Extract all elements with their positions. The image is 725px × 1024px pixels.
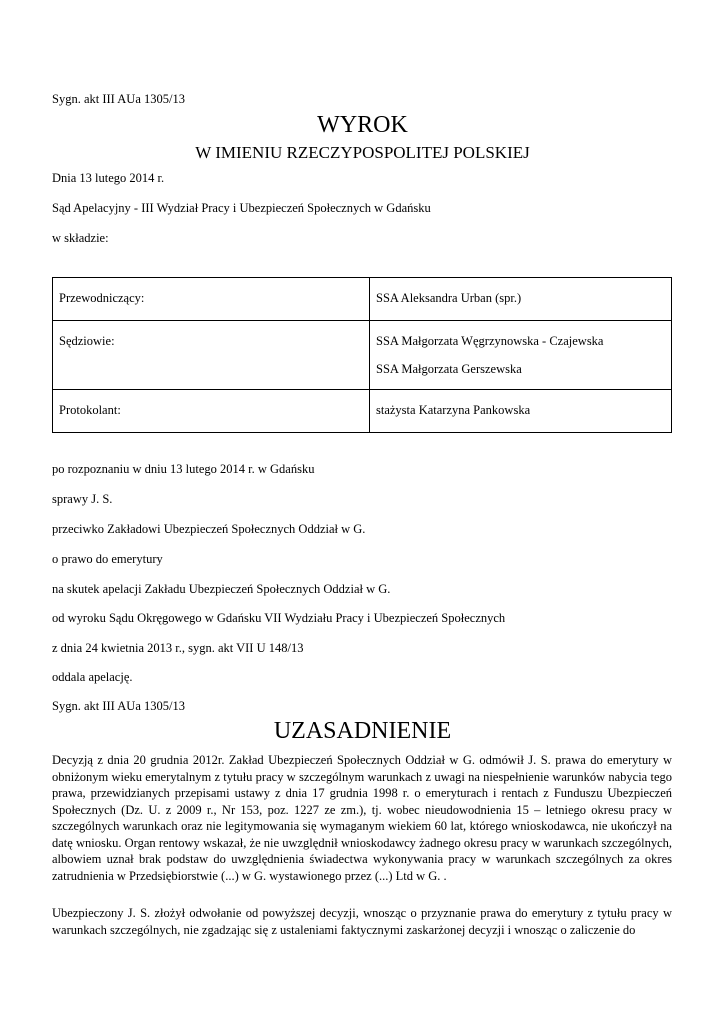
case-reference: Sygn. akt III AUa 1305/13 (52, 699, 185, 713)
composition-label: w składzie: (52, 231, 109, 245)
judges-names (370, 321, 672, 390)
judgment-date: Dnia 13 lutego 2014 r. (52, 171, 165, 185)
judge-name: SSA Małgorzata Gerszewska (376, 362, 522, 376)
clerk-name: stażysta Katarzyna Pankowska (370, 390, 672, 433)
ruling-line: sprawy J. S. (52, 492, 113, 506)
presiding-name: SSA Aleksandra Urban (spr.) (370, 278, 672, 321)
judgment-subtitle: W IMIENIU RZECZYPOSPOLITEJ POLSKIEJ (195, 143, 530, 162)
table-row (53, 278, 672, 321)
ruling-line: po rozpoznaniu w dniu 13 lutego 2014 r. w Gdańsku (52, 462, 315, 476)
judges-role: Sędziowie: (53, 321, 370, 390)
ruling-line: na skutek apelacji Zakładu Ubezpieczeń Społecznych Oddział w G. (52, 582, 391, 596)
judge-name: SSA Małgorzata Węgrzynowska - Czajewska (376, 334, 604, 348)
table-row (53, 390, 672, 433)
clerk-role: Protokolant: (53, 390, 370, 433)
ruling-operative: oddala apelację. (52, 670, 133, 684)
ruling-line: o prawo do emerytury (52, 552, 163, 566)
ruling-line: przeciwko Zakładowi Ubezpieczeń Społecznych Oddział w G. (52, 522, 366, 536)
justification-paragraph: Ubezpieczony J. S. złożył odwołanie od powyższej decyzji, wnosząc o przyznanie prawa do emerytury z tytułu pracy w warunkach szczególnych, nie zgadzając się z ustaleniami faktycznymi zaskarżonej decyzji i wnosząc o zaliczenie do (52, 906, 672, 937)
court-composition-table (52, 277, 672, 433)
table-row (53, 321, 672, 390)
ruling-line: z dnia 24 kwietnia 2013 r., sygn. akt VII U 148/13 (52, 641, 304, 655)
ruling-line: od wyroku Sądu Okręgowego w Gdańsku VII Wydziału Pracy i Ubezpieczeń Społecznych (52, 611, 506, 625)
justification-paragraph: Decyzją z dnia 20 grudnia 2012r. Zakład Ubezpieczeń Społecznych Oddział w G. odmówił J. S. prawa do emerytury w obniżonym wieku emerytalnym z tytułu pracy w szczególnym warunkach z uwagi na niespełnienie warunków nabycia tego prawa, przewidzianych przepisami ustawy z dnia 17 grudnia 1998 r. o emeryturach i rentach z Funduszu Ubezpieczeń Społecznych (Dz. U. z 2009 r., Nr 153, poz. 1227 ze zm.), tj. wobec nieudowodnienia 15 – letniego okresu pracy w szczególnych warunkach oraz nie legitymowania się wymaganym wiekiem 60 lat, którego wnioskodawca, nie ukończył na datę wniosku. Organ rentowy wskazał, że nie uwzględnił wnioskodawcy żadnego okresu pracy w warunkach szczególnych, albowiem uznał brak podstaw do uwzględnienia świadectwa wykonywania pracy w warunkach szczególnych za okres zatrudnienia w Przedsiębiorstwie (...) w G. wystawionego przez (...) Ltd w G. . (52, 753, 672, 883)
case-reference: Sygn. akt III AUa 1305/13 (52, 92, 185, 106)
judgment-title: WYROK (317, 112, 408, 138)
presiding-role: Przewodniczący: (53, 278, 370, 321)
court-name: Sąd Apelacyjny - III Wydział Pracy i Ubezpieczeń Społecznych w Gdańsku (52, 201, 431, 215)
justification-title: UZASADNIENIE (273, 718, 452, 744)
